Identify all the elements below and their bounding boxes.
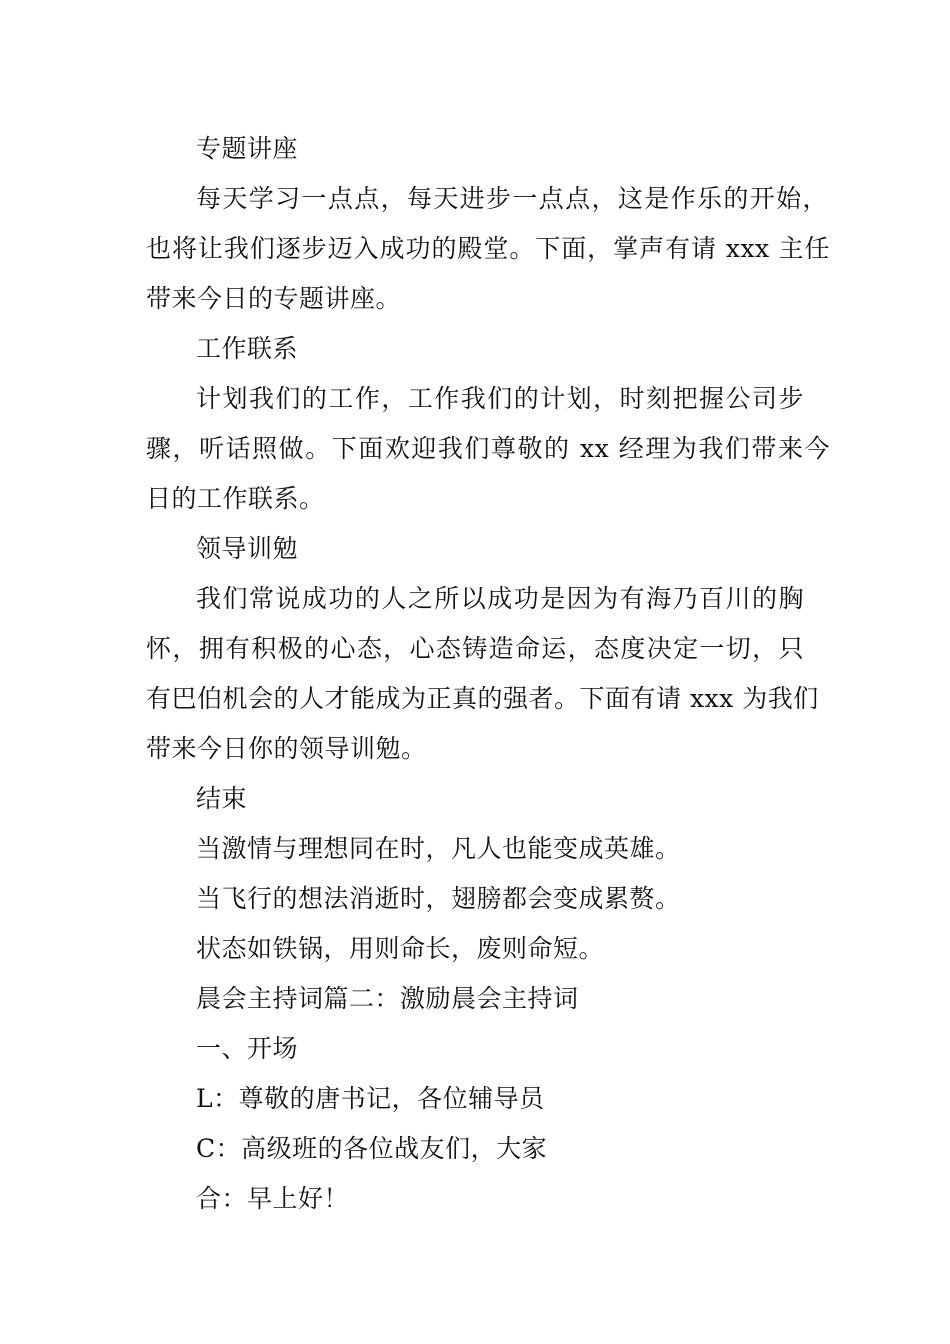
paragraph-line: 当激情与理想同在时，凡人也能变成英雄。 [196,834,681,863]
paragraph-line: 骤，听话照做。下面欢迎我们尊敬的 xx 经理为我们带来今 [146,434,830,463]
subsection-title: 一、开场 [196,1034,299,1063]
heading-ending: 结束 [196,784,248,813]
paragraph-line: 当飞行的想法消逝时，翅膀都会变成累赘。 [196,884,681,913]
paragraph-line: 状态如铁锅，用则命长，废则命短。 [196,934,605,963]
dialogue-line: L：尊敬的唐书记，各位辅导员 [196,1084,545,1113]
heading-leader-speech: 领导训勉 [196,534,299,563]
paragraph-line: 我们常说成功的人之所以成功是因为有海乃百川的胸 [196,584,804,613]
paragraph-line: 带来今日你的领导训勉。 [146,734,427,763]
section-title: 晨会主持词篇二：激励晨会主持词 [196,984,579,1013]
paragraph-line: 也将让我们逐步迈入成功的殿堂。下面，掌声有请 xxx 主任 [146,234,830,263]
dialogue-line: 合：早上好！ [196,1184,350,1213]
paragraph-line: 日的工作联系。 [146,484,325,513]
dialogue-line: C：高级班的各位战友们，大家 [196,1134,548,1163]
paragraph-line: 带来今日的专题讲座。 [146,284,402,313]
heading-lecture: 专题讲座 [196,134,299,163]
paragraph-line: 有巴伯机会的人才能成为正真的强者。下面有请 xxx 为我们 [146,684,819,713]
paragraph-line: 怀，拥有积极的心态，心态铸造命运，态度决定一切，只 [146,634,804,663]
paragraph-line: 每天学习一点点，每天进步一点点，这是作乐的开始， [196,184,828,213]
paragraph-line: 计划我们的工作，工作我们的计划，时刻把握公司步 [196,384,804,413]
heading-work-contact: 工作联系 [196,334,299,363]
